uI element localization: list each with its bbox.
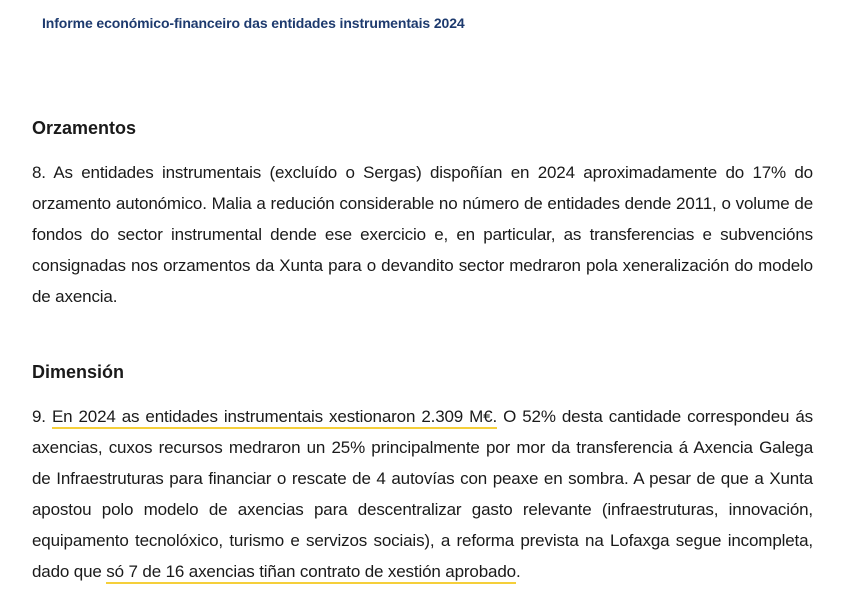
section-size [32,361,813,587]
paragraph-8 [32,157,813,312]
paragraph-number: 9. [32,407,46,426]
highlight-total-managed: En 2024 as entidades instrumentais xestionaron 2.309 M€. [52,407,497,429]
paragraph-9 [32,401,813,587]
paragraph-end: . [515,562,521,581]
paragraph-text: As entidades instrumentais (excluído o Sergas) dispoñían en 2024 aproximadamente do 17% do orzamento autonómico. Malia a redución considerable no número de entidades dende 2011, o volume de fondos do sector instrumental dende ese exercicio e, en particular, as transferencias e subvencións consignadas nos orzamentos da Xunta para o devandito sector medraron pola xeneralización do modelo de axencia. [32,163,813,306]
section-heading-size: Dimensión [32,362,125,382]
highlight-management-contracts: só 7 de 16 axencias tiñan contrato de xestión aprobado [106,562,516,584]
paragraph-text: O 52% desta cantidade correspondeu ás axencias, cuxos recursos medraron un 25% principalmente por mor da transferencia á Axencia Galega de Infraestruturas para financiar o rescate de 4 autovías con peaxe en sombra. A pesar de que a Xunta apostou polo modelo de axencias para descentralizar gasto relevante (infraestruturas, innovación, equipamento tecnolóxico, turismo e servizos sociais), a reforma prevista na Lofaxga segue incompleta, dado que [32,407,814,581]
paragraph-number: 8. [32,163,46,182]
section-budgets [32,117,813,312]
section-heading-budgets: Orzamentos [32,118,137,138]
document-running-header: Informe económico-financeiro das entidades instrumentais 2024 [42,15,465,31]
